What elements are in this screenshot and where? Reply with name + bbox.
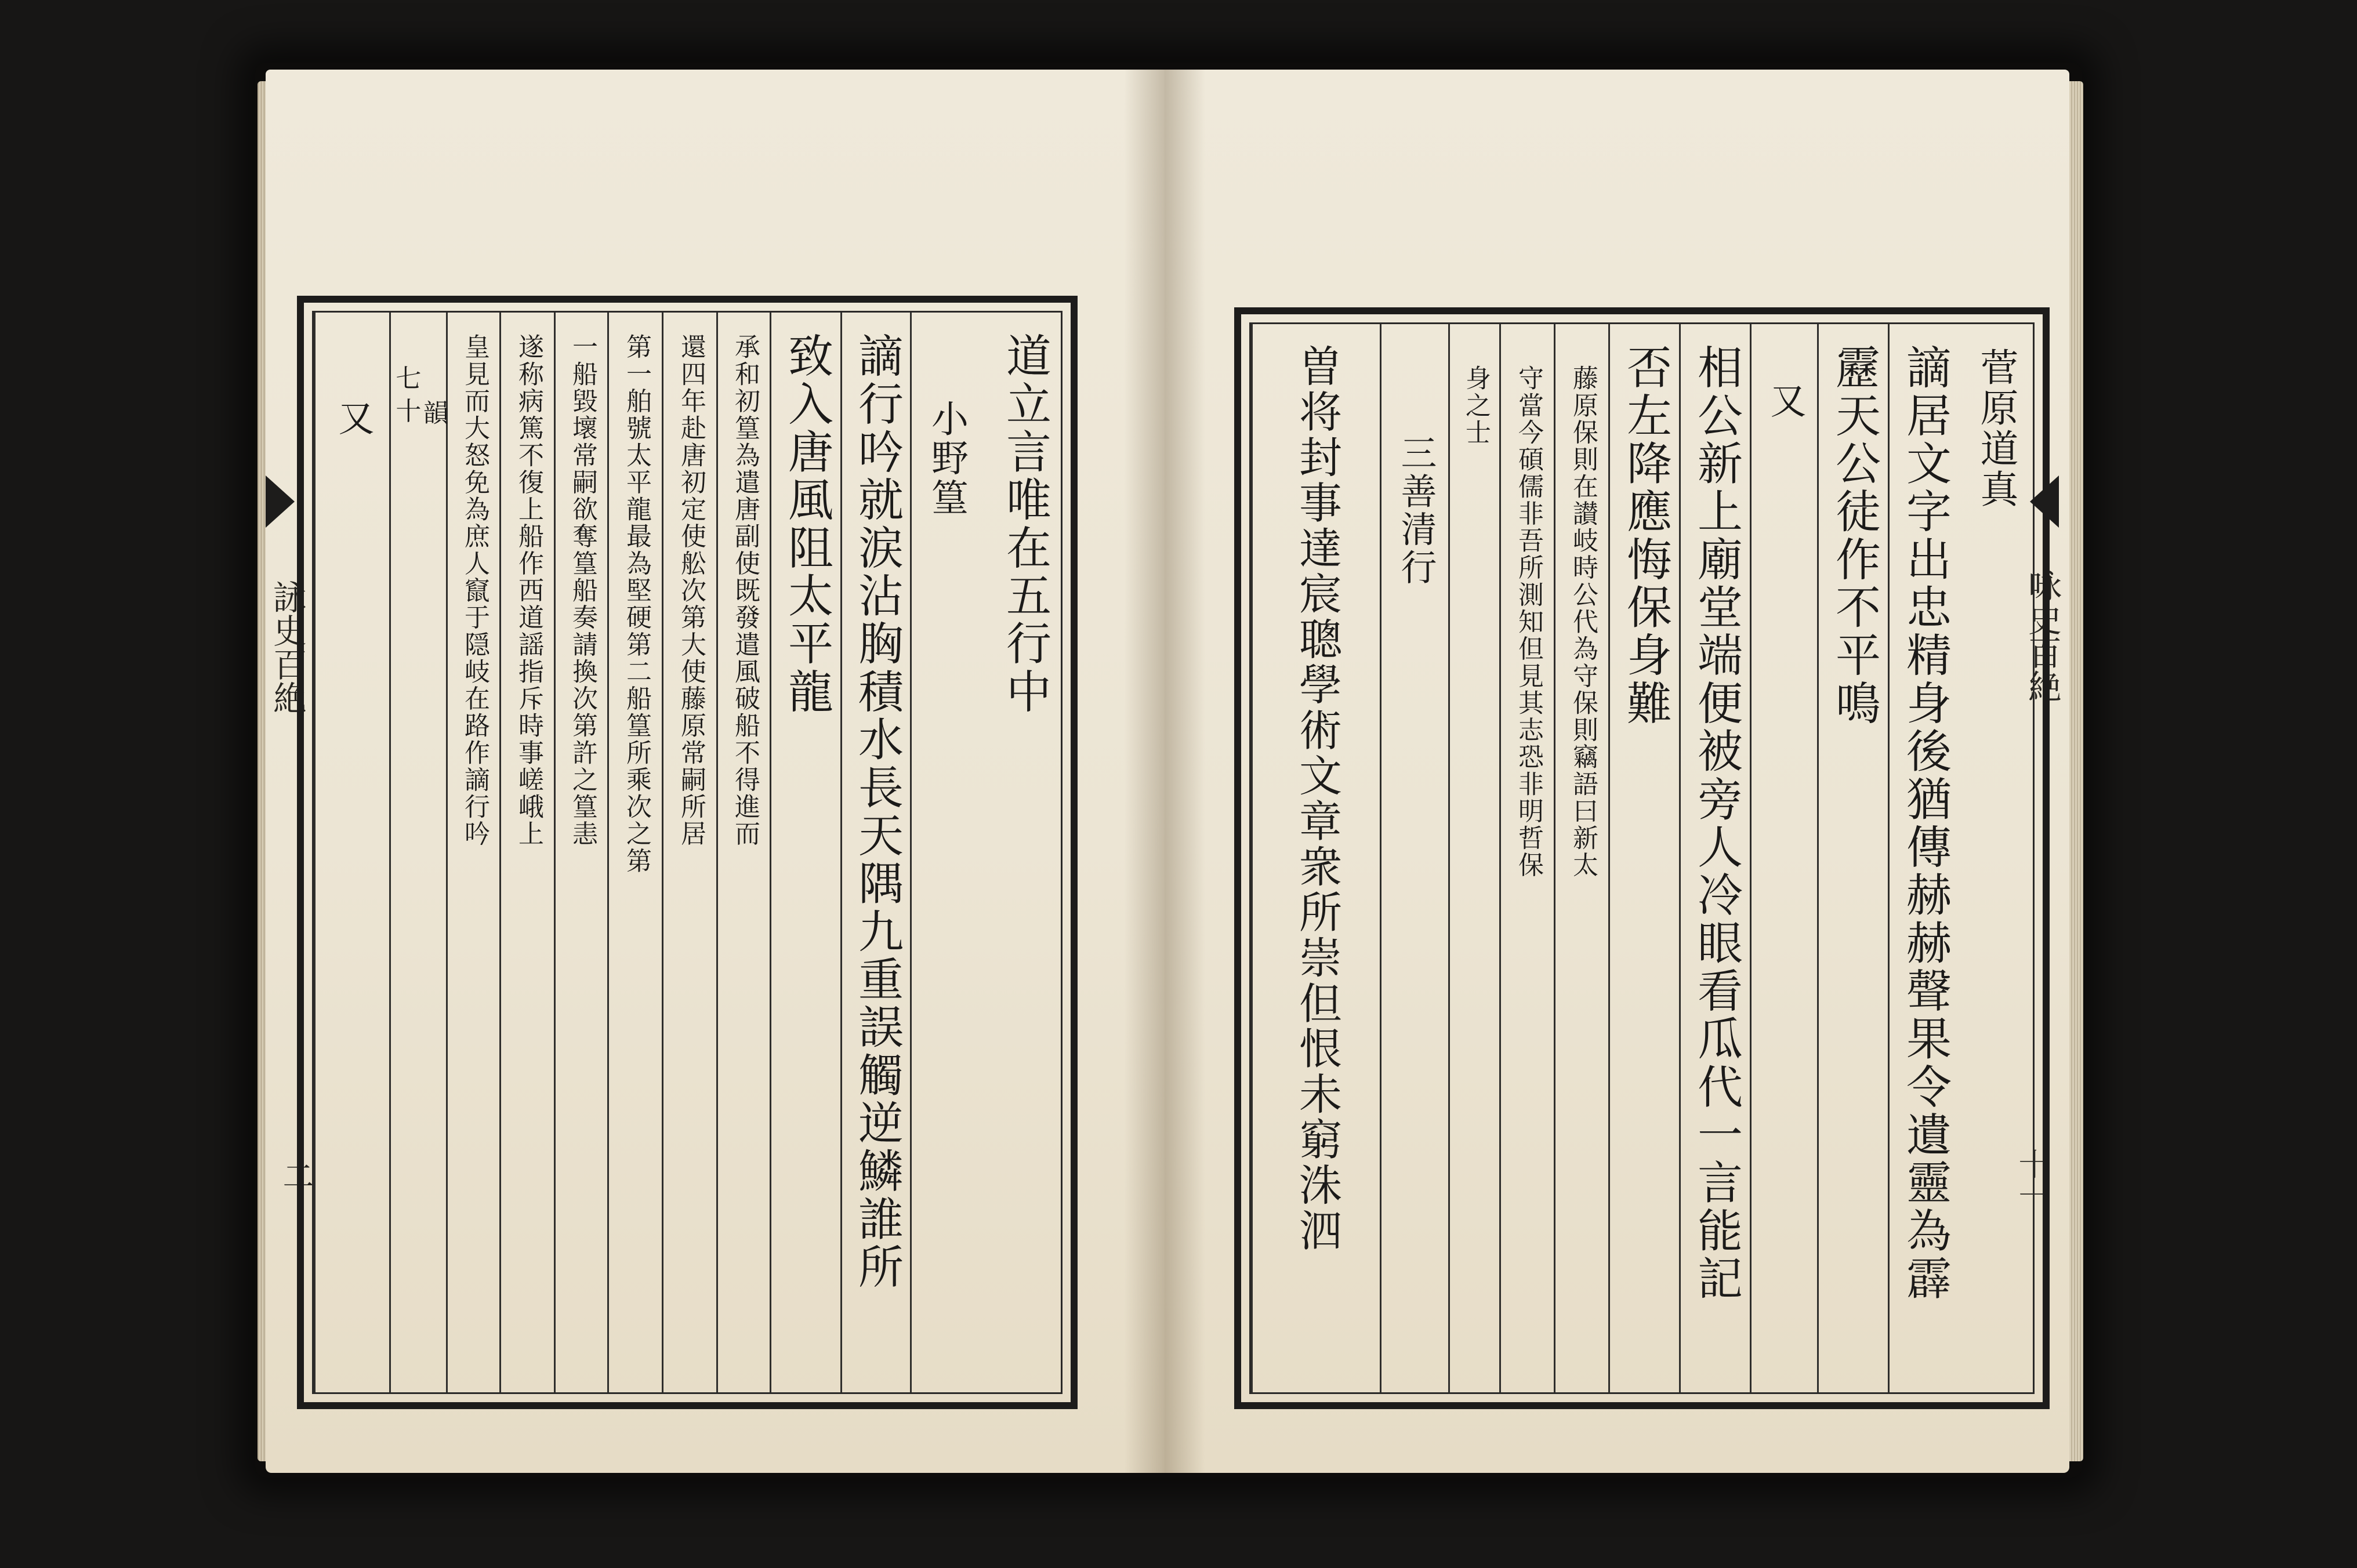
heading-column	[1750, 324, 1819, 1392]
text-column	[1817, 324, 1890, 1392]
sub-heading: 又	[1764, 382, 1807, 420]
right-fold-mark	[2024, 476, 2059, 528]
heading-column	[1959, 324, 2033, 1392]
author-heading: 小野篁	[925, 400, 968, 518]
note-text: 第一舶號太平龍最為堅硬第二船篁所乘次之第	[622, 333, 651, 874]
right-text-frame	[1234, 307, 2050, 1409]
note-text: 七十	[391, 365, 421, 430]
note-column	[1499, 324, 1555, 1392]
column-text: 道立言唯在五行中	[999, 332, 1051, 716]
note-text: 遂称病篤不復上船作西道謡指斥時事嵯峨上	[514, 333, 543, 848]
left-page-number: 二	[278, 1160, 314, 1191]
note-column	[1554, 324, 1610, 1392]
right-gutter-shadow	[1165, 70, 1205, 1473]
note-text: 身之士	[1461, 365, 1491, 446]
text-column	[1608, 324, 1681, 1392]
sub-heading: 又	[332, 400, 375, 438]
right-inner-border	[1249, 322, 2035, 1394]
note-text: 一船毀壞常嗣欲奪篁船奏請換次第許之篁恚	[568, 333, 597, 848]
author-heading: 三善清行	[1395, 434, 1437, 587]
note-column	[1448, 324, 1501, 1392]
left-page-edges	[258, 81, 266, 1461]
column-text: 謫居文字出忠精身後猶傳赫赫聲果令遺靈為霹	[1899, 344, 1951, 1303]
text-column	[1679, 324, 1752, 1392]
left-margin-title: 詠史百絶	[267, 580, 307, 714]
left-gutter-shadow	[1124, 70, 1165, 1473]
column-text: 相公新上廟堂端便被旁人冷眼看瓜代一言能記	[1690, 344, 1742, 1303]
column-text: 曽将封事達宸聰學術文章衆所崇但恨未窮洙泗	[1292, 344, 1342, 1254]
column-text: 否左降應悔保身難	[1619, 344, 1671, 728]
column-text: 靂天公徒作不平鳴	[1828, 344, 1880, 728]
heading-column	[1380, 324, 1450, 1392]
right-margin-title: 咏史百絶	[2022, 568, 2062, 703]
note-text: 還四年赴唐初定使舩次第大使藤原常嗣所居	[676, 333, 706, 848]
left-overlay	[297, 296, 1078, 1409]
note-text: 皇見而大怒免為庶人竄于隠岐在路作謫行吟	[460, 333, 489, 848]
note-text: 韻	[418, 400, 448, 433]
left-fold-mark	[266, 476, 300, 528]
note-text: 承和初篁為遣唐副使既發遣風破船不得進而	[730, 333, 760, 848]
text-column	[1888, 324, 1960, 1392]
note-text: 守當今碩儒非吾所測知但見其志恐非明哲保	[1514, 365, 1543, 879]
column-text: 謫行吟就涙沾胸積水長天隅九重誤觸逆鱗誰所	[851, 332, 903, 1291]
author-heading: 菅原道真	[1974, 347, 2018, 510]
right-page-edges	[2069, 81, 2083, 1461]
note-text: 藤原保則在讃岐時公代為守保則竊語曰新太	[1568, 365, 1598, 879]
text-column	[1251, 324, 1381, 1392]
right-page-number: 十一	[2014, 1148, 2050, 1211]
column-text: 致入唐風阻太平龍	[781, 332, 833, 716]
